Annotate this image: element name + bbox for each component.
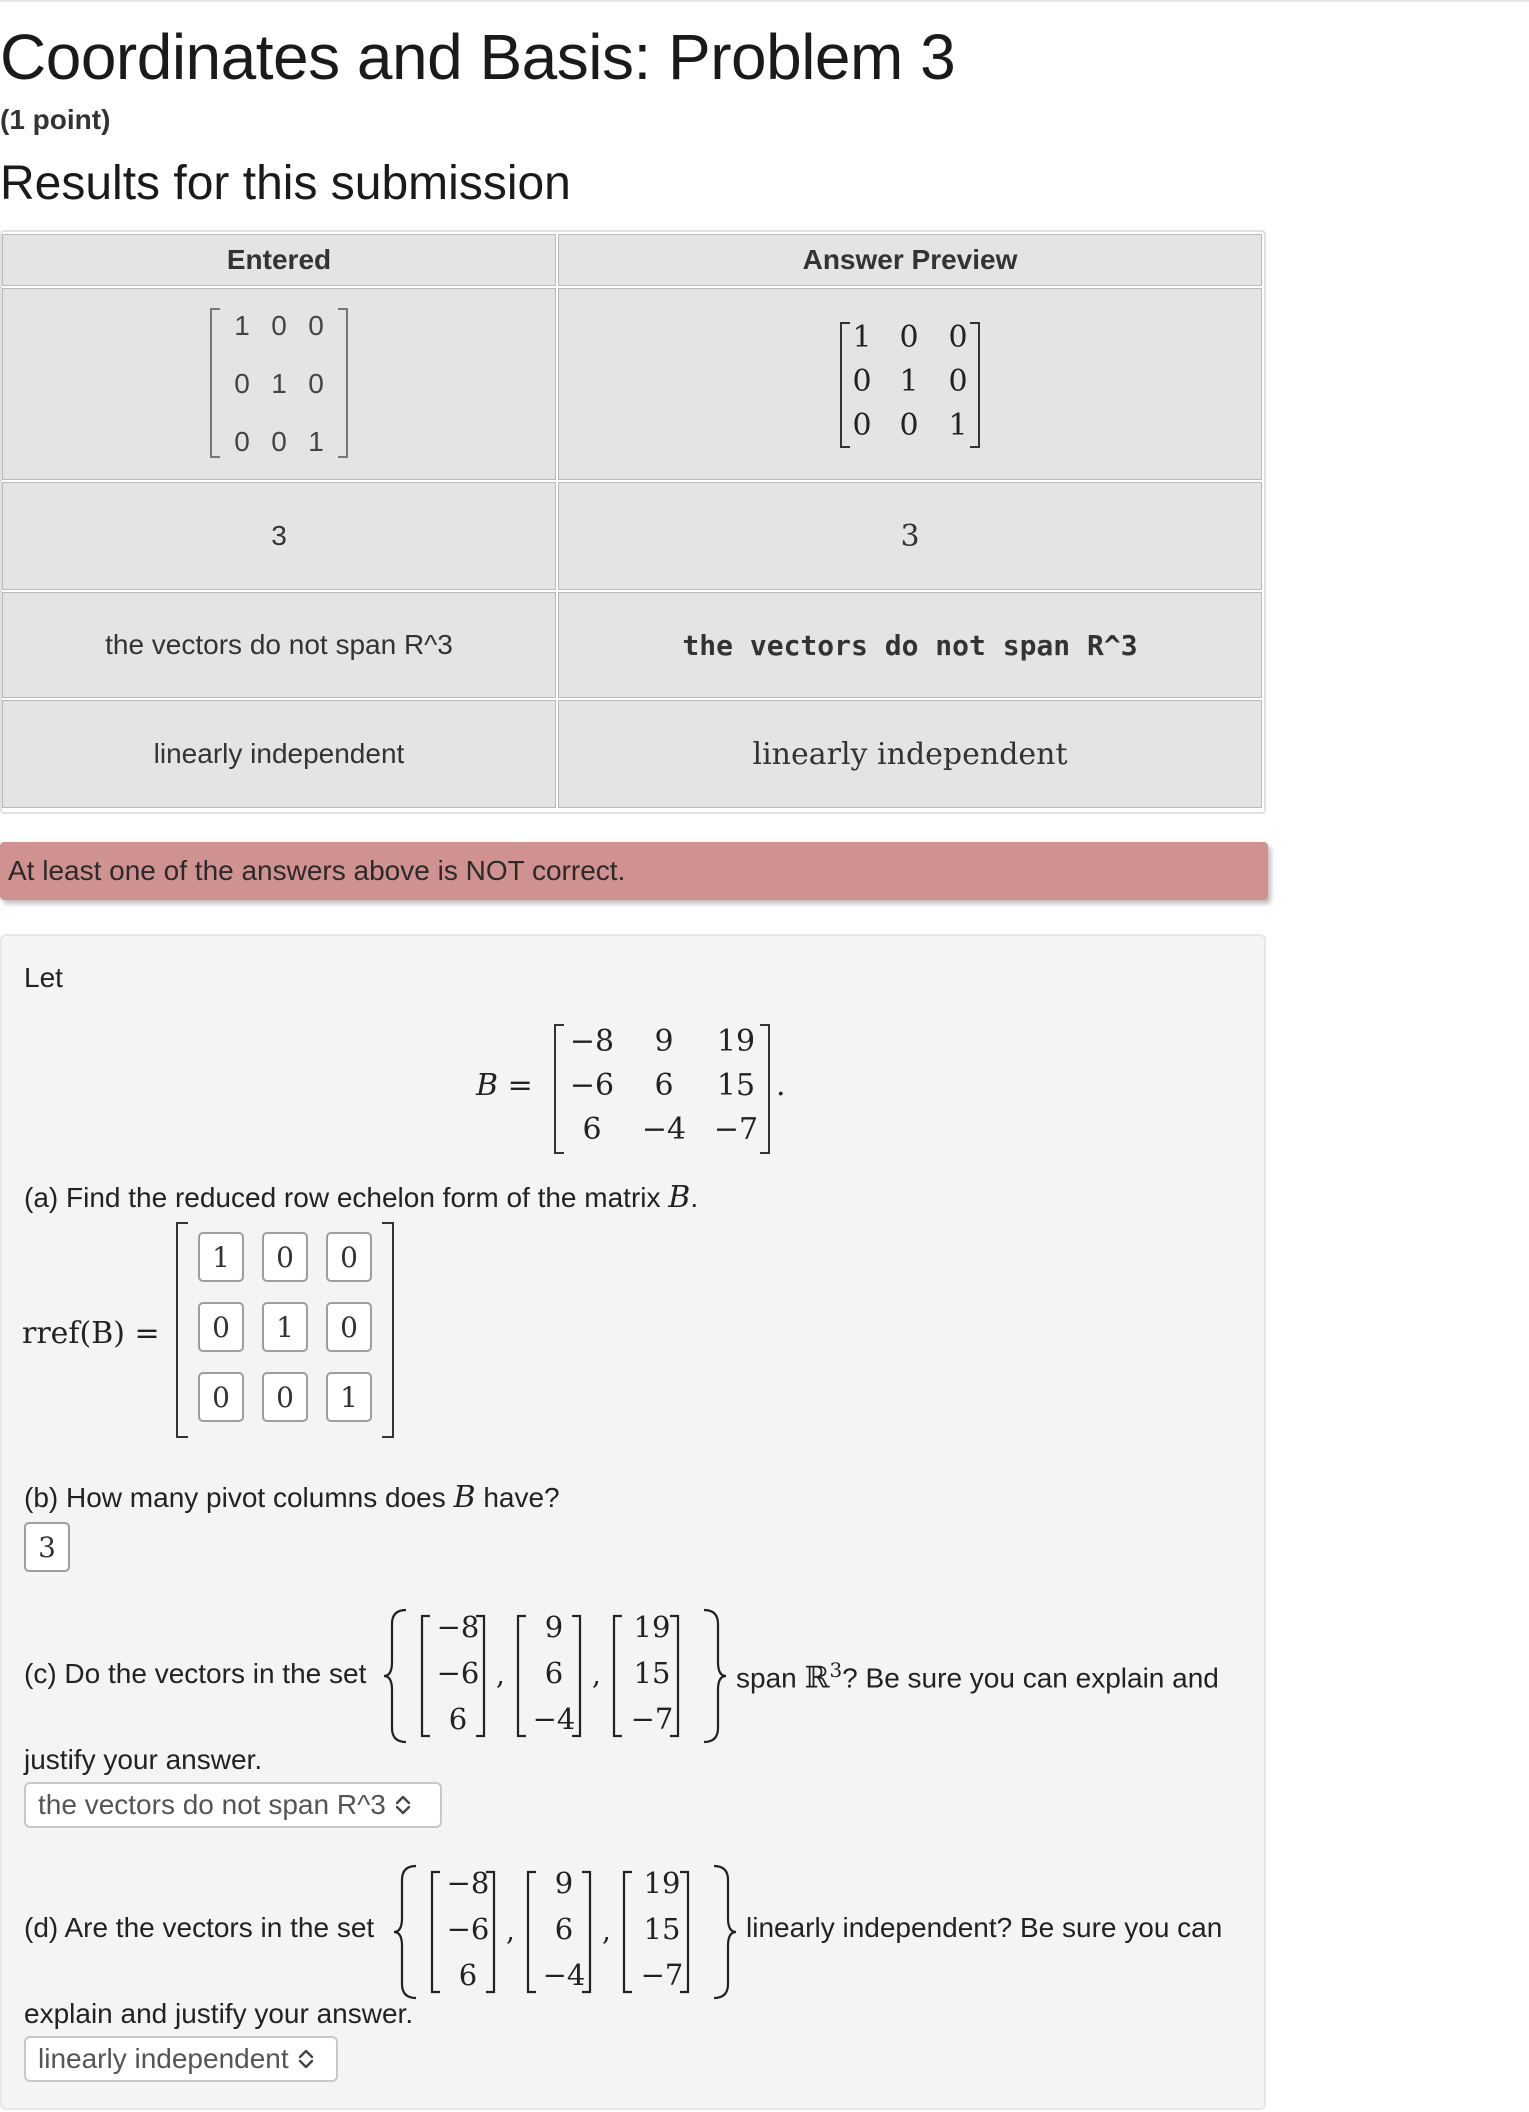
- error-message-text: At least one of the answers above is NOT correct.: [8, 855, 626, 886]
- vec1-left-bracket: [422, 1616, 430, 1736]
- part-c-line2: justify your answer.: [24, 1744, 263, 1775]
- d-v1-3: 6: [458, 1958, 478, 1992]
- row4-entered-cell: linearly independent: [2, 700, 556, 808]
- part-c-exponent: 3: [829, 1658, 843, 1682]
- row3-entered-cell: the vectors do not span R^3: [2, 592, 556, 698]
- c-v1-1: −8: [436, 1610, 480, 1644]
- d-v3-3: −7: [640, 1958, 684, 1992]
- preview-m32: 0: [899, 408, 919, 443]
- entered-m12: 0: [271, 310, 287, 341]
- rref-input-2-3[interactable]: 0: [326, 1302, 372, 1352]
- B-period: .: [776, 1068, 786, 1103]
- independence-answer-select[interactable]: [24, 2036, 338, 2082]
- entered-m22: 1: [271, 368, 287, 399]
- entered-m21: 0: [234, 368, 250, 399]
- left-brace: [394, 1866, 416, 1998]
- part-c-tail-text: ? Be sure you can explain and: [842, 1662, 1219, 1694]
- c-comma-2: ,: [592, 1658, 601, 1691]
- preview-m12: 0: [899, 320, 919, 355]
- left-brace: [384, 1610, 406, 1742]
- rref-input-2-1[interactable]: 0: [198, 1302, 244, 1352]
- row3-preview-cell: the vectors do not span R^3: [558, 592, 1262, 698]
- part-a-question: [24, 1180, 698, 1215]
- entered-m11: 1: [234, 310, 250, 341]
- pivot-columns-input[interactable]: 3: [24, 1522, 70, 1572]
- d-comma-1: ,: [506, 1914, 515, 1947]
- right-brace: [704, 1610, 726, 1742]
- preview-m33: 1: [948, 408, 968, 443]
- entered-m32: 0: [271, 426, 287, 457]
- rref-input-1-3[interactable]: 0: [326, 1232, 372, 1282]
- rref-input-3-2[interactable]: 0: [262, 1372, 308, 1422]
- c-v3-2: 15: [633, 1656, 671, 1690]
- B-m23: 15: [716, 1068, 756, 1103]
- B-m11: −8: [569, 1024, 615, 1059]
- span-answer-value: the vectors do not span R^3: [38, 1789, 386, 1820]
- B-left-bracket: [554, 1024, 564, 1154]
- select-updown-icon: [394, 1794, 412, 1816]
- B-m33: −7: [713, 1112, 759, 1147]
- c-v1-2: −6: [436, 1656, 480, 1690]
- rref-right-bracket: [382, 1222, 394, 1438]
- B-m22: 6: [654, 1068, 674, 1103]
- vec1-left-bracket: [432, 1872, 440, 1992]
- span-answer-select[interactable]: [24, 1782, 442, 1828]
- part-d-line2: explain and justify your answer.: [24, 1998, 414, 2029]
- independence-answer-value: linearly independent: [38, 2043, 289, 2074]
- c-v3-1: 19: [633, 1610, 671, 1644]
- vec3-left-bracket: [614, 1616, 622, 1736]
- part-d-tail: linearly independent? Be sure you can: [746, 1912, 1223, 1943]
- B-m32: −4: [641, 1112, 687, 1147]
- error-message-banner: [0, 842, 1268, 900]
- preview-m21: 0: [852, 364, 872, 399]
- preview-m22: 1: [899, 364, 919, 399]
- results-heading: Results for this submission: [0, 157, 571, 210]
- preview-m13: 0: [948, 320, 968, 355]
- d-v2-3: −4: [542, 1958, 586, 1992]
- rref-input-1-1[interactable]: 1: [198, 1232, 244, 1282]
- c-v1-3: 6: [448, 1702, 468, 1736]
- points-label: (1 point): [0, 104, 111, 135]
- rref-left-bracket: [176, 1222, 188, 1438]
- preview-m23: 0: [948, 364, 968, 399]
- vec2-left-bracket: [528, 1872, 536, 1992]
- row2-preview-cell: 3: [558, 482, 1262, 590]
- entered-m13: 0: [308, 310, 324, 341]
- preview-m31: 0: [852, 408, 872, 443]
- c-v3-3: −7: [630, 1702, 674, 1736]
- rref-input-3-3[interactable]: 1: [326, 1372, 372, 1422]
- entered-m33: 1: [308, 426, 324, 457]
- c-comma-1: ,: [496, 1658, 505, 1691]
- part-a-end: .: [690, 1182, 699, 1213]
- c-v2-1: 9: [544, 1610, 564, 1644]
- part-b-text: (b) How many pivot columns does: [24, 1482, 454, 1513]
- B-m21: −6: [569, 1068, 615, 1103]
- entered-matrix-right-bracket: [338, 308, 348, 458]
- B-m31: 6: [582, 1112, 602, 1147]
- page-title: Coordinates and Basis: Problem 3: [0, 21, 956, 93]
- vec3-left-bracket: [624, 1872, 632, 1992]
- d-v3-1: 19: [643, 1866, 681, 1900]
- part-b-question: [24, 1480, 560, 1515]
- d-v1-2: −6: [446, 1912, 490, 1946]
- part-c-span-word: span: [736, 1662, 805, 1694]
- entered-m23: 0: [308, 368, 324, 399]
- d-v3-2: 15: [643, 1912, 681, 1946]
- rref-input-2-2[interactable]: 1: [262, 1302, 308, 1352]
- c-v2-3: −4: [532, 1702, 576, 1736]
- rref-label: rref(B) =: [22, 1316, 160, 1351]
- part-c-R-symbol: ℝ: [804, 1660, 830, 1696]
- let-label: Let: [24, 962, 63, 993]
- part-a-text: (a) Find the reduced row echelon form of the matrix: [24, 1182, 669, 1213]
- header-entered: Entered: [2, 234, 556, 286]
- header-answer-preview: Answer Preview: [558, 234, 1262, 286]
- part-b-end: have?: [475, 1482, 560, 1513]
- rref-input-3-1[interactable]: 0: [198, 1372, 244, 1422]
- right-brace: [714, 1866, 736, 1998]
- part-c-text: (c) Do the vectors in the set: [24, 1658, 367, 1689]
- d-v2-1: 9: [554, 1866, 574, 1900]
- B-m12: 9: [654, 1024, 674, 1059]
- d-v2-2: 6: [554, 1912, 574, 1946]
- vec2-left-bracket: [518, 1616, 526, 1736]
- preview-m11: 1: [852, 320, 872, 355]
- d-comma-2: ,: [602, 1914, 611, 1947]
- rref-input-1-2[interactable]: 0: [262, 1232, 308, 1282]
- part-d-text: (d) Are the vectors in the set: [24, 1912, 375, 1943]
- select-updown-icon: [297, 2048, 315, 2070]
- row2-entered-cell: 3: [2, 482, 556, 590]
- row4-preview-cell: linearly independent: [558, 700, 1262, 808]
- B-m13: 19: [716, 1024, 756, 1059]
- entered-matrix-left-bracket: [210, 308, 220, 458]
- d-v1-1: −8: [446, 1866, 490, 1900]
- c-v2-2: 6: [544, 1656, 564, 1690]
- part-a-var: B: [668, 1180, 691, 1215]
- part-c-tail: [736, 1658, 1219, 1695]
- B-label: B =: [476, 1068, 533, 1103]
- part-b-var: B: [453, 1480, 476, 1515]
- entered-m31: 0: [234, 426, 250, 457]
